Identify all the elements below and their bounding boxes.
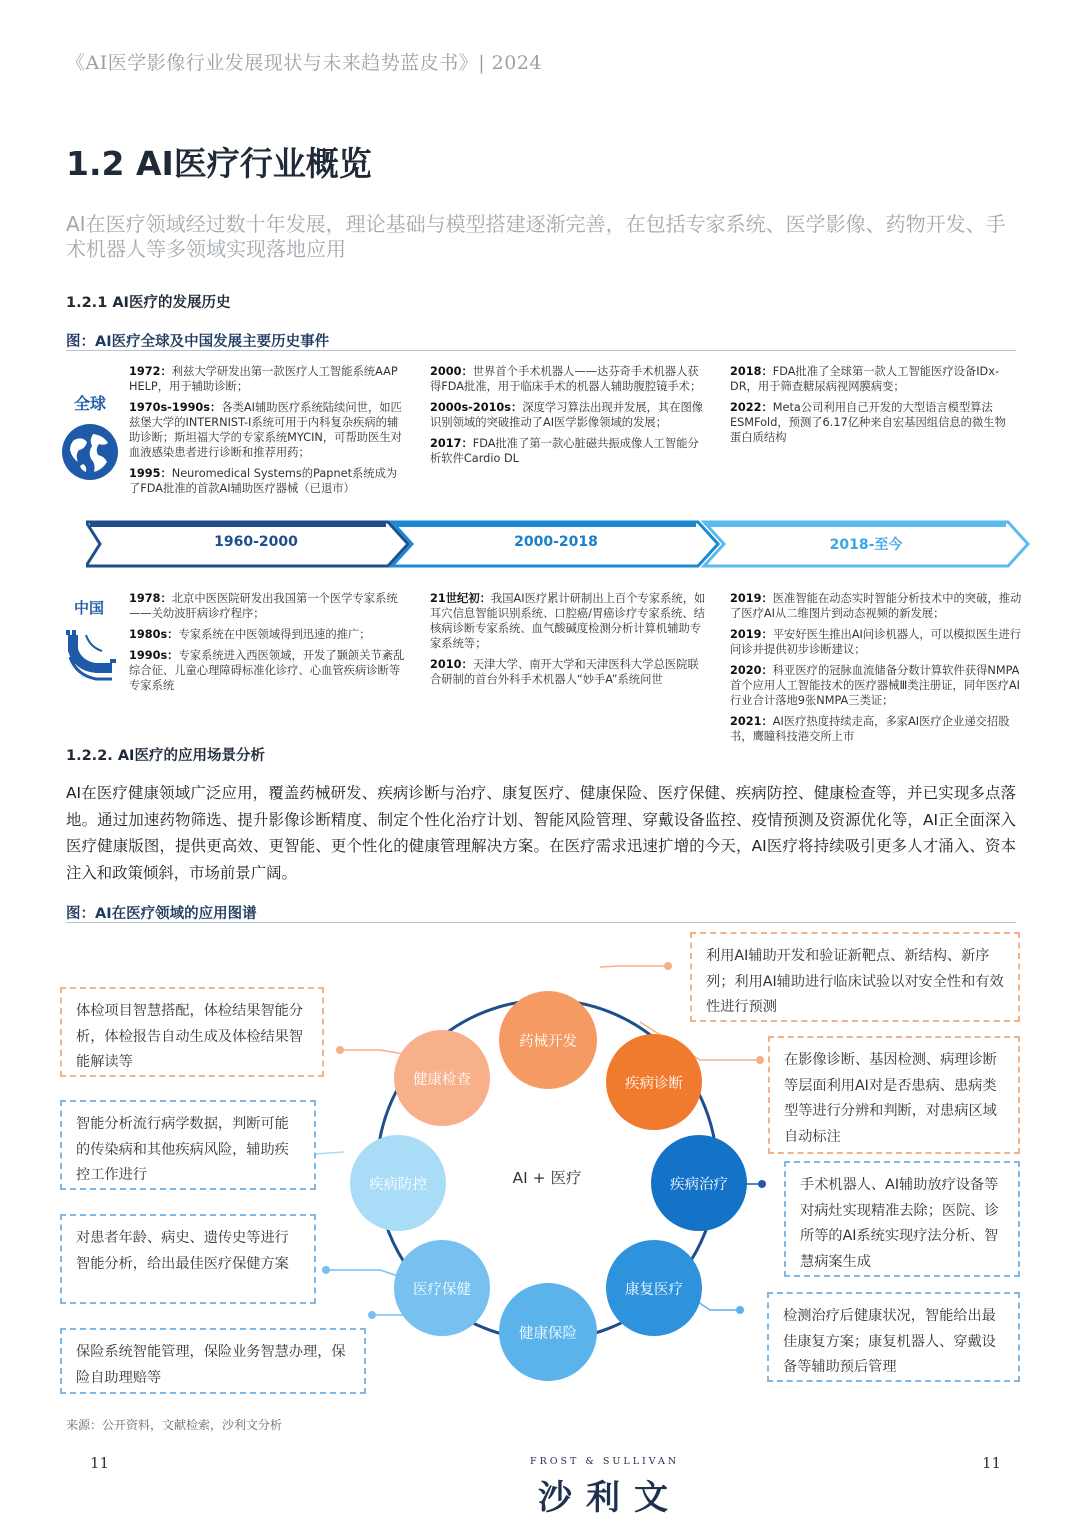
- node-drug-development: 药械开发: [499, 991, 597, 1089]
- global-events-col-3: [730, 364, 1014, 451]
- box-disease-prevention: 智能分析流行病学数据，判断可能的传染病和其他疾病风险，辅助疾控工作进行: [60, 1100, 316, 1190]
- event-item: 1972：利兹大学研发出第一款医疗人工智能系统AAP HELP，用于辅助诊断；: [129, 365, 398, 393]
- report-header-title: 《AI医学影像行业发展现状与未来趋势蓝皮书》| 2024: [66, 52, 543, 74]
- global-events-col-2: [430, 364, 708, 472]
- event-item: 2019：平安好医生推出AI问诊机器人，可以模拟医生进行问诊并提供初步诊断建议；: [730, 628, 1022, 656]
- event-item: 2018：FDA批准了全球第一款人工智能医疗设备IDx-DR，用于筛查糖尿病视网膜病变；: [730, 365, 1000, 393]
- period-label-2: 2000-2018: [514, 534, 598, 550]
- china-events-col-3: [730, 591, 1022, 750]
- event-item: 2022：Meta公司利用自己开发的大型语言模型算法ESMFold，预测了6.17亿种来自宏基因组信息的微生物蛋白质结构: [730, 401, 1006, 444]
- node-health-checkup: 健康检查: [394, 1030, 490, 1126]
- history-subtitle: 1.2.1 AI医疗的发展历史: [66, 295, 231, 311]
- event-item: 1980s：专家系统在中医领域得到迅速的推广；: [129, 628, 371, 641]
- logo-english: FROST & SULLIVAN: [530, 1456, 680, 1467]
- event-item: 2000s-2010s：深度学习算法出现并发展，其在图像识别领域的突破推动了AI医学影像领域的发展；: [430, 401, 704, 429]
- node-disease-treatment: 疾病治疗: [651, 1135, 747, 1231]
- source-note: 来源：公开资料，文献检索，沙利文分析: [66, 1418, 283, 1432]
- box-drug-development: 利用AI辅助开发和验证新靶点、新结构、新序列；利用AI辅助进行临床试验以对安全性和有效性进行预测: [690, 932, 1020, 1022]
- box-healthcare: 对患者年龄、病史、遗传史等进行智能分析，给出最佳医疗保健方案: [60, 1214, 316, 1304]
- event-item: 2000：世界首个手术机器人——达芬奇手术机器人获得FDA批准，用于临床手术的机器人辅助腹腔镜手术；: [430, 365, 702, 393]
- section-title: 1.2 AI医疗行业概览: [66, 144, 372, 183]
- page-number-left: 11: [90, 1454, 110, 1472]
- history-figure-title: 图：AI医疗全球及中国发展主要历史事件: [66, 334, 330, 350]
- event-item: 2019：医准智能在动态实时智能分析技术中的突破，推动了医疗AI从二维图片到动态视频的新发展；: [730, 592, 1022, 620]
- period-label-3: 2018-至今: [829, 537, 903, 553]
- box-rehabilitation: 检测治疗后健康状况，智能给出最佳康复方案；康复机器人、穿戴设备等辅助预后管理: [767, 1292, 1020, 1382]
- node-disease-diagnosis: 疾病诊断: [606, 1034, 702, 1130]
- node-disease-prevention: 疾病防控: [350, 1135, 446, 1231]
- china-events-col-2: [430, 591, 708, 693]
- event-item: 2017：FDA批准了第一款心脏磁共振成像人工智能分析软件Cardio DL: [430, 437, 699, 465]
- node-health-insurance: 健康保险: [499, 1283, 597, 1381]
- node-rehabilitation: 康复医疗: [606, 1240, 702, 1336]
- box-disease-treatment: 手术机器人、AI辅助放疗设备等对病灶实现精准去除；医院、诊所等的AI系统实现疗法分析、智慧病案生成: [784, 1161, 1020, 1277]
- event-item: 1978：北京中医医院研发出我国第一个医学专家系统——关幼波肝病诊疗程序；: [129, 592, 398, 620]
- box-health-insurance: 保险系统智能管理，保险业务智慧办理，保险自助理赔等: [60, 1328, 366, 1394]
- logo-chinese: 沙利文: [538, 1478, 682, 1518]
- figure-divider: [66, 350, 1016, 351]
- scenarios-subtitle: 1.2.2. AI医疗的应用场景分析: [66, 748, 265, 764]
- box-disease-diagnosis: 在影像诊断、基因检测、病理诊断等层面利用AI对是否患病、患病类型等进行分辨和判断，对患病区域自动标注: [768, 1036, 1020, 1154]
- period-label-1: 1960-2000: [214, 534, 298, 550]
- event-item: 21世纪初：我国AI医疗累计研制出上百个专家系统，如耳穴信息智能识别系统、口腔癌/胃癌诊疗专家系统、结核病诊断专家系统、血气酸碱度检测分析计算机辅助专家系统等；: [430, 592, 706, 650]
- page-number-right: 11: [982, 1454, 1002, 1472]
- great-wall-icon: [62, 627, 120, 689]
- center-label: AI + 医疗: [512, 1169, 582, 1187]
- global-events-col-1: [129, 364, 406, 502]
- section-intro: AI在医疗领域经过数十年发展，理论基础与模型搭建逐渐完善，在包括专家系统、医学影像、药物开发、手术机器人等多领域实现落地应用: [66, 212, 1006, 261]
- scenarios-paragraph: AI在医疗健康领域广泛应用，覆盖药械研发、疾病诊断与治疗、康复医疗、健康保险、医疗保健、疾病防控、健康检查等，并已实现多点落地。通过加速药物筛选、提升影像诊断精度、制定个性化治疗计划、智能风险管理、穿戴设备监控、疫情预测及资源优化等，AI正全面深入医疗健康版图，提供更高效、更智能、更个性化的健康管理解决方案。在医疗需求迅速扩增的今天，AI医疗将持续吸引更多人才涌入、资本注入和政策倾斜，市场前景广阔。: [66, 784, 1016, 882]
- china-label: 中国: [74, 599, 105, 617]
- china-events-col-1: [129, 591, 406, 699]
- global-label: 全球: [74, 394, 107, 413]
- figure-divider: [66, 922, 1016, 923]
- event-item: 1970s-1990s：各类AI辅助医疗系统陆续问世，如匹兹堡大学的INTERNIST-I系统可用于内科复杂疾病的辅助诊断；斯坦福大学的专家系统MYCIN，可帮助医生对血液感染患者进行诊断和推荐用药；: [129, 401, 402, 459]
- timeline-bar: [86, 518, 1030, 570]
- event-item: 2010：天津大学、南开大学和天津医科大学总医院联合研制的首台外科手术机器人“妙手A”系统问世: [430, 658, 699, 686]
- application-map: [0, 930, 1080, 1410]
- event-item: 2021：AI医疗热度持续走高，多家AI医疗企业递交招股书，鹰瞳科技港交所上市: [730, 715, 1010, 743]
- box-health-checkup: 体检项目智慧搭配，体检结果智能分析，体检报告自动生成及体检结果智能解读等: [60, 987, 324, 1077]
- event-item: 2020：科亚医疗的冠脉血流储备分数计算软件获得NMPA首个应用人工智能技术的医疗器械Ⅲ类注册证，同年医疗AI行业合计落地9张NMPA三类证；: [730, 664, 1020, 707]
- globe-icon: [60, 422, 120, 482]
- node-healthcare: 医疗保健: [394, 1240, 490, 1336]
- event-item: 1990s：专家系统进入西医领域，开发了颞颌关节紊乱综合征、儿童心理障碍标准化诊疗、心血管疾病诊断等专家系统: [129, 649, 405, 692]
- event-item: 1995：Neuromedical Systems的Papnet系统成为了FDA批准的首款AI辅助医疗器械（已退市）: [129, 467, 398, 495]
- scenarios-figure-title: 图：AI在医疗领域的应用图谱: [66, 906, 257, 922]
